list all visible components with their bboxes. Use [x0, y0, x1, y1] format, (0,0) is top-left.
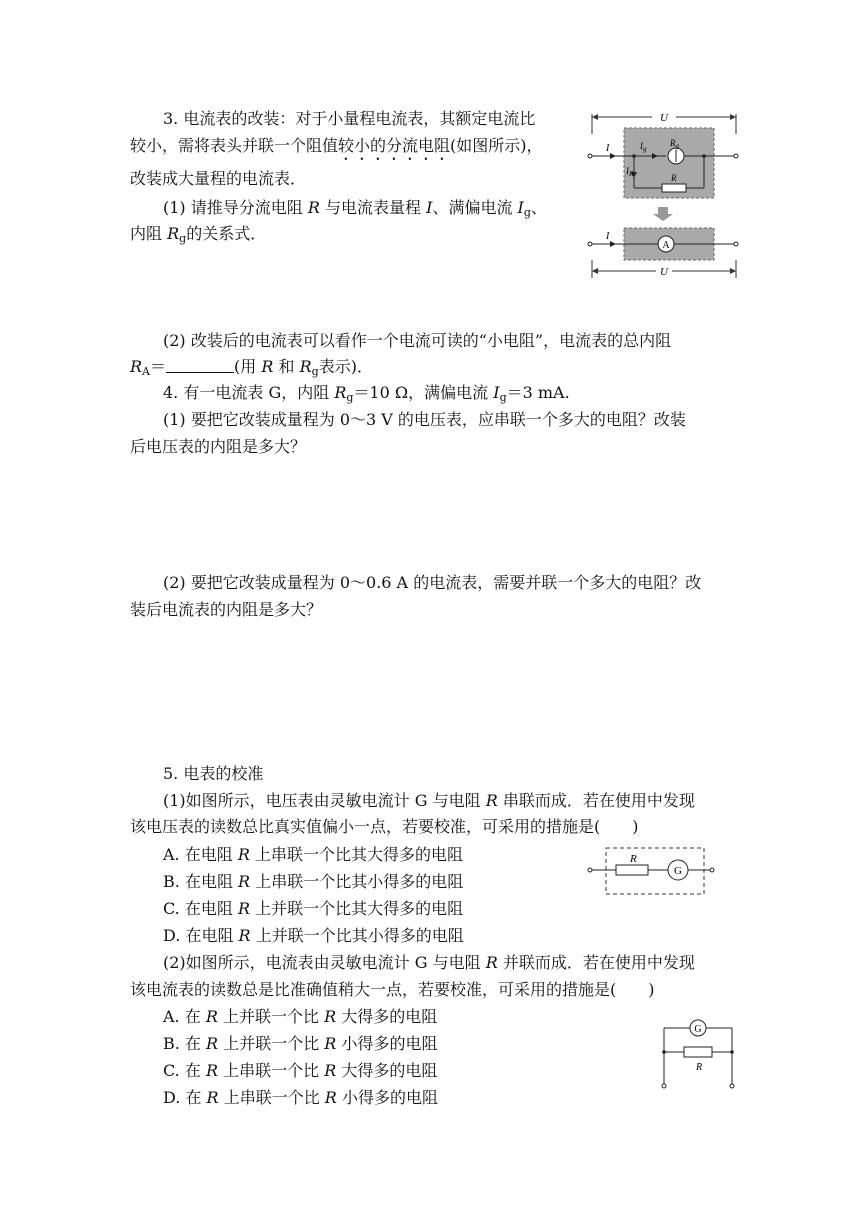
resistor-icon: [616, 865, 648, 875]
q4-part2-line1: (2) 要把它改装成量程为 0～0.6 A 的电流表，需要并联一个多大的电阻？改: [163, 573, 702, 592]
svg-text:U: U: [660, 266, 668, 278]
svg-text:G: G: [674, 865, 682, 877]
q3-part2-line1: (2) 改装后的电流表可以看作一个电流可读的“小电阻”，电流表的总内阻: [163, 331, 672, 350]
label-rg: $R_g$: [670, 138, 679, 150]
q5-p1-option-d[interactable]: D. 在电阻 R 上并联一个比其小得多的电阻: [163, 926, 464, 945]
label-ig: $I_g$: [640, 141, 647, 153]
q3-part2-line2: $R_A=$ (用 R 和 $R_g$表示)．: [130, 357, 373, 378]
answer-blank[interactable]: [166, 357, 234, 373]
svg-text:G: G: [694, 1024, 702, 1035]
q3-line2: 较小，需将表头并联一个阻值较小的分流电阻(如图所示)，: [130, 136, 543, 155]
q5-ammeter-diagram: [656, 1016, 740, 1092]
label-i: I: [606, 143, 610, 154]
q5-p1-option-b[interactable]: B. 在电阻 R 上串联一个比其小得多的电阻: [163, 872, 464, 891]
q5-p1-option-a[interactable]: A. 在电阻 R 上串联一个比其大得多的电阻: [163, 845, 463, 864]
q5-part2-line2: 该电流表的读数总是比准确值稍大一点，若要校准，可采用的措施是( ): [130, 980, 655, 999]
q5-part1-line1: (1)如图所示，电压表由灵敏电流计 G 与电阻 R 串联而成．若在使用中发现: [163, 791, 695, 810]
svg-text:R: R: [696, 1062, 703, 1073]
q3-part1-line1: (1) 请推导分流电阻 R 与电流表量程 I、满偏电流 $I_g$、: [163, 198, 547, 219]
q4-part1-line1: (1) 要把它改装成量程为 0～3 V 的电压表，应串联一个多大的电阻？改装: [163, 410, 686, 429]
q4-part1-line2: 后电压表的内阻是多大？: [130, 437, 307, 456]
q4-part2-line2: 装后电流表的内阻是多大？: [130, 600, 323, 619]
dotted-emphasis: 较小的分流电阻: [338, 136, 451, 155]
q5-title: 5. 电表的校准: [163, 764, 264, 783]
resistor-icon: [662, 184, 686, 192]
q4-stem: 4. 有一电流表 G，内阻 $R_g=10$ Ω，满偏电流 $I_g=3$ mA.: [163, 383, 570, 404]
q3-ammeter-conversion-diagram: [586, 104, 744, 284]
svg-text:R: R: [630, 853, 637, 865]
label-u: U: [660, 112, 668, 124]
label-ir: $I_R$: [626, 166, 634, 178]
q5-part1-line2: 该电压表的读数总比真实值偏小一点，若要校准，可采用的措施是( ): [130, 817, 639, 836]
q5-p2-option-c[interactable]: C. 在 R 上串联一个比 R 大得多的电阻: [163, 1061, 438, 1080]
q3-line3: 改装成大量程的电流表．: [130, 169, 307, 188]
q5-voltmeter-diagram: [586, 842, 716, 902]
q5-p1-option-c[interactable]: C. 在电阻 R 上并联一个比其大得多的电阻: [163, 899, 464, 918]
q5-p2-option-b[interactable]: B. 在 R 上并联一个比 R 小得多的电阻: [163, 1034, 438, 1053]
q5-p2-option-a[interactable]: A. 在 R 上并联一个比 R 大得多的电阻: [163, 1007, 438, 1026]
svg-text:I: I: [606, 231, 610, 242]
q3-part1-line2: 内阻 $R_g$的关系式．: [130, 224, 267, 245]
label-r: R: [671, 173, 677, 183]
resistor-icon: [684, 1047, 712, 1057]
svg-text:A: A: [662, 240, 670, 251]
q5-part2-line1: (2)如图所示，电流表由灵敏电流计 G 与电阻 R 并联而成．若在使用中发现: [163, 953, 695, 972]
q5-p2-option-d[interactable]: D. 在 R 上串联一个比 R 小得多的电阻: [163, 1088, 438, 1107]
down-arrow-icon: [653, 207, 673, 221]
q3-line1: 3. 电流表的改装：对于小量程电流表，其额定电流比: [163, 109, 536, 128]
